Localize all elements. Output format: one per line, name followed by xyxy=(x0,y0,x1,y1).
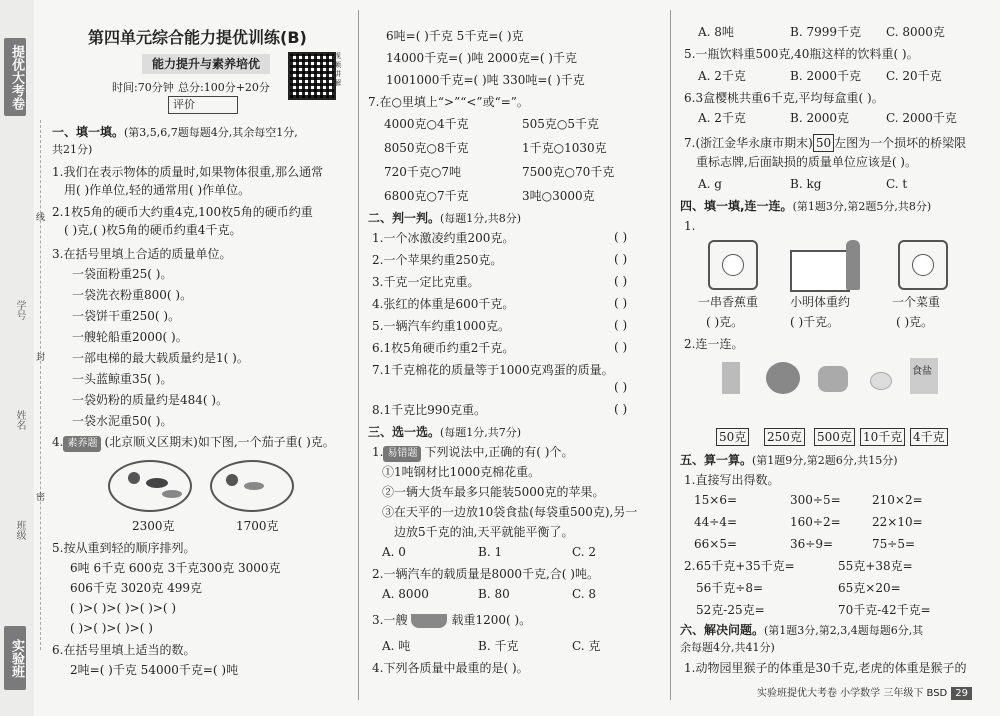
question-text: 7.(浙江金华永康市期末) xyxy=(684,136,813,150)
choice-option: A. 2千克 xyxy=(698,111,746,125)
weight-card: 250克 xyxy=(764,428,805,446)
milk-box-icon xyxy=(722,362,740,394)
judge-item: 1.一个冰激凌约重200克。 xyxy=(372,231,515,245)
egg-icon xyxy=(870,372,892,390)
choice-option: B. 2000克 xyxy=(790,111,849,125)
section-note: 余每题4分,共41分) xyxy=(680,641,775,654)
calc-item: 22×10= xyxy=(872,515,923,529)
body-scale-icon xyxy=(790,250,850,292)
calc-item: 55克+38克= xyxy=(838,559,913,573)
choice-option: C. 8 xyxy=(572,587,597,601)
choice-question-3 xyxy=(372,612,531,628)
judge-item: 7.1千克棉花的质量等于1000克鸡蛋的质量。 xyxy=(372,363,614,377)
statement: ①1吨钢材比1000克棉花重。 xyxy=(382,465,541,479)
student-id-field: 学号 xyxy=(14,300,25,320)
question-6: 6.在括号里填上适当的数。 xyxy=(52,643,196,657)
choice-question-2: 2.一辆汽车的载质量是8000千克,合( )吨。 xyxy=(372,567,599,581)
choice-option: A. 8000 xyxy=(382,587,429,601)
choice-option: B. kg xyxy=(790,177,822,191)
question-3: 3.在括号里填上合适的质量单位。 xyxy=(52,247,232,261)
question-text: 下列说法中,正确的有( )个。 xyxy=(424,445,574,459)
section-2-heading xyxy=(368,210,521,227)
convert-row: 1001000千克=( )吨 330吨=( )千克 xyxy=(386,73,585,87)
banana-scale-icon xyxy=(708,240,758,290)
judge-item: 5.一辆汽车约重1000克。 xyxy=(372,319,510,333)
fill-item: 一袋奶粉的质量约是484( )。 xyxy=(72,393,229,407)
judge-item: 8.1千克比990克重。 xyxy=(372,403,486,417)
statement: ③在天平的一边放10袋食盐(每袋重500克),另一 xyxy=(382,505,638,519)
plate-right-weight: 1700克 xyxy=(236,519,279,533)
sub-question-2: 2.连一连。 xyxy=(684,337,744,351)
answer-bracket: ( ) xyxy=(614,296,628,310)
choice-question-7 xyxy=(684,134,966,152)
question-text: 左图为一个损坏的桥梁限 xyxy=(834,136,967,150)
calc-item: 65千克+35千克= xyxy=(696,559,795,573)
scale-label: 小明体重约 xyxy=(790,295,851,309)
calc-item: 44÷4= xyxy=(694,515,738,529)
choice-option: B. 7999千克 xyxy=(790,25,861,39)
question-text: 载重1200( )。 xyxy=(451,613,532,627)
answer-bracket: ( ) xyxy=(614,318,628,332)
judge-item: 2.一个苹果约重250克。 xyxy=(372,253,503,267)
calc-item: 210×2= xyxy=(872,493,923,507)
compare-item: 720千克○7吨 xyxy=(384,165,462,179)
weight-card: 4千克 xyxy=(910,428,948,446)
time-limit: 时间:70分钟 xyxy=(112,81,174,94)
total-score: 总分:100分+20分 xyxy=(178,81,270,94)
q5-items: 6吨 6千克 600克 3千克300克 3000克 xyxy=(70,561,281,575)
column-divider xyxy=(670,10,671,700)
question-5: 5.按从重到轻的顺序排列。 xyxy=(52,541,196,555)
calc-item: 300÷5= xyxy=(790,493,841,507)
choice-option: A. 8吨 xyxy=(698,25,734,39)
section-note: (每题1分,共7分) xyxy=(440,426,522,439)
section-title: 五、算一算。 xyxy=(680,453,753,467)
section-5-heading xyxy=(680,452,898,469)
seal-char: 线 xyxy=(36,213,46,223)
section-3-heading xyxy=(368,424,521,441)
book-info: 实验班提优大考卷 小学数学 三年级下 BSD xyxy=(756,688,948,699)
compare-item: 8050克○8千克 xyxy=(384,141,469,155)
choice-question-5: 5.一瓶饮料重500克,40瓶这样的饮料重( )。 xyxy=(684,47,919,61)
fill-item: 一袋面粉重25( )。 xyxy=(72,267,173,281)
compare-item: 1千克○1030克 xyxy=(522,141,607,155)
statement: 边放5千克的油,天平就能平衡了。 xyxy=(394,525,574,539)
error-prone-badge: 易错题 xyxy=(383,446,421,462)
sub-question-2: 2. xyxy=(684,559,696,573)
section-4-heading xyxy=(680,198,931,215)
evaluation-box: 评价 xyxy=(168,96,238,114)
column-divider xyxy=(358,10,359,700)
series-tag: 提优大考卷 xyxy=(4,38,26,116)
answer-bracket: ( ) xyxy=(614,274,628,288)
boy-icon xyxy=(846,240,860,290)
section-note: (第3,5,6,7题每题4分,其余每空1分, xyxy=(124,126,298,139)
column-3 xyxy=(678,0,994,716)
question-number: 3.一艘 xyxy=(372,613,408,627)
choice-option: C. 8000克 xyxy=(886,25,945,39)
problem-1: 1.动物园里猴子的体重是30千克,老虎的体重是猴子的 xyxy=(684,661,967,675)
convert-row: 6吨=( )千克 5千克=( )克 xyxy=(386,29,524,43)
scale-label: 一串香蕉重 xyxy=(698,295,759,309)
question-text: 重标志牌,后面缺损的质量单位应该是( )。 xyxy=(696,155,917,169)
judge-item: 3.千克一定比克重。 xyxy=(372,275,480,289)
fill-item: 一部电梯的最大载质量约是1( )。 xyxy=(72,351,249,365)
column-2 xyxy=(366,0,662,716)
choice-option: A. 2千克 xyxy=(698,69,746,83)
weight-card: 10千克 xyxy=(860,428,905,446)
calc-item: 15×6= xyxy=(694,493,738,507)
question-text: (北京顺义区期末)如下图,一个茄子重( )克。 xyxy=(104,435,335,449)
calc-item: 66×5= xyxy=(694,537,738,551)
page-subtitle: 能力提升与素养培优 xyxy=(142,54,270,74)
calc-item: 70千克-42千克= xyxy=(838,603,931,617)
choice-option: C. t xyxy=(886,177,908,191)
section-1-heading xyxy=(52,124,298,141)
question-2-cont: ( )克,( )枚5角的硬币约重4千克。 xyxy=(64,223,242,237)
section-title: 六、解决问题。 xyxy=(680,623,765,637)
question-number: 1. xyxy=(372,445,384,459)
sub-question-1: 1.直接写出得数。 xyxy=(684,473,780,487)
question-1-cont: 用( )作单位,轻的通常用( )作单位。 xyxy=(64,183,251,197)
section-title: 一、填一填。 xyxy=(52,125,125,139)
compare-item: 505克○5千克 xyxy=(522,117,600,131)
choice-option: C. 2 xyxy=(572,545,597,559)
statement: ②一辆大货车最多只能装5000克的苹果。 xyxy=(382,485,605,499)
literacy-badge: 素养题 xyxy=(63,436,101,452)
page-footer xyxy=(757,684,972,699)
compare-item: 3吨○3000克 xyxy=(522,189,595,203)
question-7: 7.在○里填上“>”“<”或“=”。 xyxy=(368,95,529,109)
dog-icon xyxy=(818,366,848,392)
fill-item: 一袋饼干重250( )。 xyxy=(72,309,181,323)
judge-item: 6.1枚5角硬币约重2千克。 xyxy=(372,341,515,355)
cabbage-scale-icon xyxy=(898,240,948,290)
q5-answer: ( )>( )>( )>( )>( ) xyxy=(70,601,177,615)
eggplant-icon xyxy=(146,478,168,488)
fill-item: 一头蓝鲸重35( )。 xyxy=(72,372,173,386)
section-note: (每题1分,共8分) xyxy=(440,212,522,225)
question-4 xyxy=(52,434,335,452)
answer-bracket: ( ) xyxy=(614,252,628,266)
fill-item: 一艘轮船重2000( )。 xyxy=(72,330,188,344)
convert-row: 14000千克=( )吨 2000克=( )千克 xyxy=(386,51,577,65)
q5-items: 606千克 3020克 499克 xyxy=(70,581,202,595)
section-note: (第1题9分,第2题6分,共15分) xyxy=(752,454,898,467)
qr-code-icon xyxy=(288,52,336,100)
calc-item: 160÷2= xyxy=(790,515,841,529)
calc-item: 36÷9= xyxy=(790,537,834,551)
question-2: 2.1枚5角的硬币大约重4克,100枚5角的硬币约重 xyxy=(52,205,313,219)
pumpkin-icon xyxy=(226,474,238,486)
pumpkin-icon xyxy=(128,472,140,484)
choice-option: A. g xyxy=(698,177,722,191)
ship-icon xyxy=(411,614,447,628)
section-title: 四、填一填,连一连。 xyxy=(680,199,793,213)
class-field: 班级 xyxy=(14,520,25,540)
fill-item: 一袋洗衣粉重800( )。 xyxy=(72,288,193,302)
section-title: 三、选一选。 xyxy=(368,425,441,439)
watermelon-icon xyxy=(766,362,800,394)
section-6-heading xyxy=(680,622,923,639)
answer-bracket: ( ) xyxy=(614,380,628,394)
choice-question-1 xyxy=(372,444,573,462)
choice-question-6: 6.3盒樱桃共重6千克,平均每盒重( )。 xyxy=(684,91,884,105)
choice-option: C. 2000千克 xyxy=(886,111,957,125)
q5-answer: ( )>( )>( )>( ) xyxy=(70,621,153,635)
seal-line xyxy=(40,120,41,650)
binding-sidebar xyxy=(0,0,34,716)
compare-item: 6800克○7千克 xyxy=(384,189,469,203)
edition-tag: 实验班 xyxy=(4,626,26,690)
column-1 xyxy=(50,0,350,716)
weight-card: 50克 xyxy=(716,428,749,446)
sub-question-1: 1. xyxy=(684,219,696,233)
choice-option: B. 1 xyxy=(478,545,503,559)
choice-option: C. 20千克 xyxy=(886,69,942,83)
section-note: 共21分) xyxy=(52,143,93,156)
choice-option: C. 克 xyxy=(572,639,601,653)
scale-answer: ( )克。 xyxy=(896,315,934,329)
scale-answer: ( )千克。 xyxy=(790,315,840,329)
compare-item: 4000克○4千克 xyxy=(384,117,469,131)
page-number: 29 xyxy=(951,687,972,700)
seal-char: 封 xyxy=(36,353,46,363)
question-number: 4. xyxy=(52,435,64,449)
answer-bracket: ( ) xyxy=(614,340,628,354)
qr-label: 视频讲解 xyxy=(334,52,341,87)
calc-item: 75÷5= xyxy=(872,537,916,551)
choice-option: B. 2000千克 xyxy=(790,69,861,83)
calc-item: 52克-25克= xyxy=(696,603,765,617)
name-field: 姓名 xyxy=(14,410,25,430)
compare-item: 7500克○70千克 xyxy=(522,165,615,179)
choice-option: A. 0 xyxy=(382,545,406,559)
question-1: 1.我们在表示物体的质量时,如果物体很重,那么通常 xyxy=(52,165,324,179)
page-title: 第四单元综合能力提优训练(B) xyxy=(88,28,307,47)
choice-option: B. 80 xyxy=(478,587,510,601)
answer-bracket: ( ) xyxy=(614,230,628,244)
choice-option: B. 千克 xyxy=(478,639,519,653)
judge-item: 4.张红的体重是600千克。 xyxy=(372,297,515,311)
plate-left-weight: 2300克 xyxy=(132,519,175,533)
choice-question-4: 4.下列各质量中最重的是( )。 xyxy=(372,661,529,675)
calc-item: 56千克÷8= xyxy=(696,581,764,595)
section-note: (第1题3分,第2题5分,共8分) xyxy=(792,200,932,213)
carrot-icon xyxy=(244,482,264,490)
section-title: 二、判一判。 xyxy=(368,211,441,225)
fill-item: 一袋水泥重50( )。 xyxy=(72,414,173,428)
seal-char: 密 xyxy=(36,493,46,503)
weight-card: 500克 xyxy=(814,428,855,446)
weight-limit-sign: 50 xyxy=(813,134,834,152)
carrot-icon xyxy=(162,490,182,498)
scale-label: 一个菜重 xyxy=(892,295,941,309)
q6-row: 2吨=( )千克 54000千克=( )吨 xyxy=(70,663,239,677)
calc-item: 65克×20= xyxy=(838,581,901,595)
choice-option: A. 吨 xyxy=(382,639,411,653)
scale-answer: ( )克。 xyxy=(706,315,744,329)
salt-label: 食盐 xyxy=(912,366,932,377)
section-note: (第1题3分,第2,3,4题每题6分,其 xyxy=(764,624,924,637)
answer-bracket: ( ) xyxy=(614,402,628,416)
